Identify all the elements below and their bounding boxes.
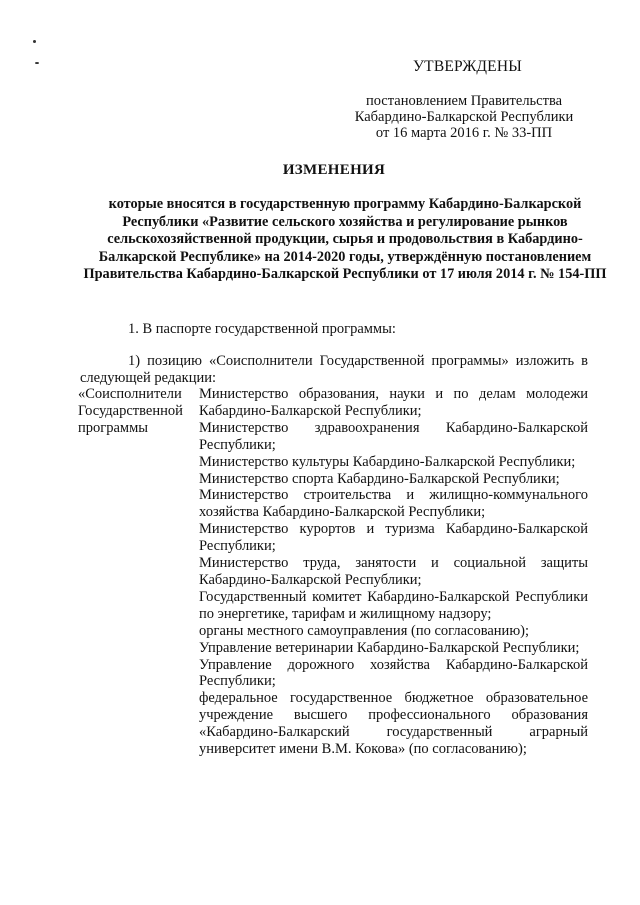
co-executor-item: Министерство здравоохранения Кабардино-Балкарской Республики; bbox=[199, 419, 588, 453]
co-executors-list bbox=[199, 386, 588, 758]
co-executor-item: Министерство труда, занятости и социальной защиты Кабардино-Балкарской Республики; bbox=[199, 555, 588, 588]
co-executor-item: Министерство культуры Кабардино-Балкарской Республики; bbox=[199, 453, 576, 470]
approval-line: постановлением Правительства bbox=[365, 93, 563, 109]
co-executor-item: Управление дорожного хозяйства Кабардино-Балкарской Республики; bbox=[199, 656, 588, 690]
co-executor-item: Министерство образования, науки и по делам молодежи Кабардино-Балкарской Республики; bbox=[199, 386, 588, 419]
co-executor-item: Государственный комитет Кабардино-Балкарской Республики по энергетике, тарифам и жилищному надзору; bbox=[199, 588, 588, 622]
approval-line: Кабардино-Балкарской Республики bbox=[354, 109, 574, 125]
scan-speck bbox=[35, 62, 39, 64]
scan-speck bbox=[33, 40, 36, 43]
co-executors-label: «Соисполнители Государственной программы bbox=[78, 386, 183, 436]
document-subtitle: которые вносятся в государственную программу Кабардино-Балкарской Республики «Развитие сельского хозяйства и регулирование рынков сельскохозяйственной продукции, сырья и продовольствия в Кабардино-Балкарской Республике» на 2014-2020 годы, утверждённую постановлением Правительства Кабардино-Балкарской Республики от 17 июля 2014 г. № 154-ПП bbox=[83, 196, 607, 283]
approval-line: от 16 марта 2016 г. № 33-ПП bbox=[375, 125, 553, 141]
document-title: ИЗМЕНЕНИЯ bbox=[282, 162, 386, 178]
approval-reference bbox=[340, 93, 588, 141]
co-executor-item: органы местного самоуправления (по согласованию); bbox=[199, 622, 530, 639]
paragraph-1: 1. В паспорте государственной программы: bbox=[128, 321, 396, 337]
co-executor-item: Министерство строительства и жилищно-коммунального хозяйства Кабардино-Балкарской Республики; bbox=[199, 487, 588, 521]
co-executor-item: Управление ветеринарии Кабардино-Балкарской Республики; bbox=[199, 639, 580, 656]
approval-heading: УТВЕРЖДЕНЫ bbox=[413, 58, 522, 75]
co-executor-item: Министерство курортов и туризма Кабардино-Балкарской Республики; bbox=[199, 521, 588, 555]
co-executor-item: Министерство спорта Кабардино-Балкарской Республики; bbox=[199, 470, 560, 487]
co-executor-item: федеральное государственное бюджетное образовательное учреждение высшего профессионального образования «Кабардино-Балкарский государственный аграрный университет имени В.М. Кокова» (по согласованию); bbox=[199, 690, 588, 758]
paragraph-1-1: 1) позицию «Соисполнители Государственной программы» изложить в следующей редакции: bbox=[80, 353, 588, 386]
